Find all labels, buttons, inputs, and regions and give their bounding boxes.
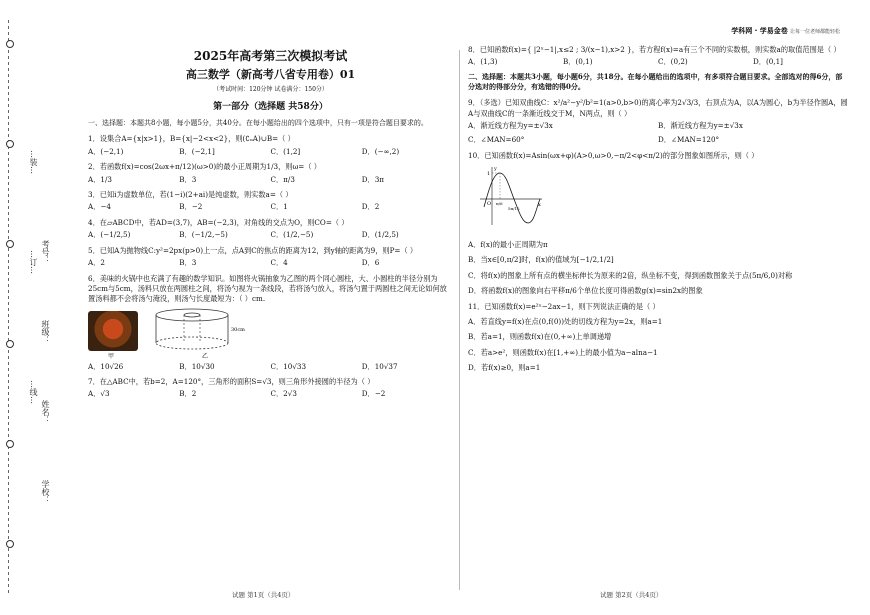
option-row: [88, 175, 453, 185]
multi-select-instruction: 二、选择题：本题共3小题，每小题6分，共18分。在每小题给出的选项中，有多项符合题目要求。全部选对的得6分，部分选对的得部分分，有选错的得0分。: [468, 71, 843, 92]
hotpot-photo: [88, 311, 138, 351]
option-a[interactable]: A．10√26: [88, 361, 124, 371]
question-5: [88, 246, 453, 269]
exam-number-label: 考号：: [41, 240, 50, 264]
option-c[interactable]: C．1: [270, 202, 288, 212]
option-b[interactable]: B．当x∈[0,π/2]时，f(x)的值域为[−1/2,1/2]: [468, 255, 614, 265]
option-b[interactable]: B．若a=1，则函数f(x)在(0,+∞)上单调递增: [468, 332, 612, 342]
name-label: 姓名：: [41, 400, 50, 424]
option-a[interactable]: A．若直线y=f(x)在点(0,f(0))处的切线方程为y=2x，则a=1: [468, 316, 663, 326]
option-d[interactable]: D．(1/2,5): [361, 230, 399, 240]
section-title: 第一部分（选择题 共58分）: [213, 102, 328, 113]
option-c[interactable]: C．2√3: [270, 389, 297, 399]
option-row: [88, 258, 453, 268]
amplitude-label: 1: [487, 171, 491, 178]
school-label: 学校：: [41, 480, 50, 504]
question-3: [88, 190, 453, 213]
option-a[interactable]: A．−4: [88, 202, 111, 212]
question-6-figures: [88, 307, 453, 351]
option-b[interactable]: B．3: [179, 258, 197, 268]
option-a[interactable]: A．渐近线方程为y=±√3x: [468, 121, 553, 131]
option-c[interactable]: C．π/3: [270, 174, 295, 184]
sine-graph: [476, 165, 546, 227]
option-a[interactable]: A．2: [88, 258, 105, 268]
option-d[interactable]: D．(−∞,2): [361, 146, 400, 156]
question-2: [88, 162, 453, 185]
option-b[interactable]: B．渐近线方程为y=±√3x: [658, 121, 743, 131]
option-row: [88, 230, 453, 240]
right-page-footer: 试题 第2页（共4页）: [600, 591, 663, 599]
option-c[interactable]: C．将f(x)的图象上所有点的横坐标伸长为原来的2倍，纵坐标不变，得到函数图象关于点(5π/6,0)对称: [468, 270, 793, 280]
option-list: [468, 317, 848, 374]
option-b[interactable]: B．10√30: [179, 361, 215, 371]
binding-mark: …线…: [29, 380, 38, 404]
exam-meta: （考试时间：120分钟 试卷满分：150分）: [213, 86, 328, 94]
binding-hole: [6, 340, 14, 348]
caption-a: 甲: [108, 352, 115, 360]
option-c[interactable]: C．10√33: [270, 361, 307, 371]
cylinder-diagram: [152, 307, 245, 351]
binding-strip: [0, 0, 56, 615]
option-d[interactable]: D．∠MAN=120°: [658, 135, 720, 145]
figure-captions: [88, 353, 453, 362]
question-4: [88, 218, 453, 241]
logo-subtext: 让每一位老师都能轻松: [789, 29, 840, 35]
question-stem: 6．美味的火锅中也充满了有趣的数学知识。如图将火锅抽象为乙图的两个同心圆柱，大、小圆柱的半径分别为25cm与5cm，汤料只放在两圆柱之间，将汤勺视为一条线段，若将汤勺放入，将汤勺置于两圆柱之间无论如何放置汤料都不会将汤勺淹没，则汤勺长度最短为：（ ）cm.: [88, 273, 447, 304]
binding-hole: [6, 540, 14, 548]
option-row: [88, 389, 453, 399]
outer-bottom-ellipse: [156, 337, 228, 349]
option-a[interactable]: A．(1,3): [468, 57, 498, 67]
left-page-footer: 试题 第1页（共4页）: [232, 591, 295, 599]
option-a[interactable]: A．f(x)的最小正周期为π: [468, 239, 548, 249]
option-d[interactable]: D．(0,1]: [753, 57, 783, 67]
binding-hole: [6, 140, 14, 148]
question-stem: 5．已知A为抛物线C:y²=2px(p>0)上一点，点A到C的焦点的距离为12，到y轴的距离为9，则P=（ ）: [88, 245, 418, 255]
question-10: [468, 151, 848, 297]
question-8: [468, 45, 848, 68]
option-d[interactable]: D．若f(x)≥0，则a=1: [468, 363, 541, 373]
option-row: [468, 121, 848, 131]
binding-mark: …装…: [29, 150, 38, 174]
option-b[interactable]: B．(−1/2,−5): [179, 230, 228, 240]
question-stem: 2．若函数f(x)=cos(2ωx+π/12)(ω>0)的最小正周期为1/3，则ω=（ ）: [88, 162, 321, 172]
option-row: [88, 202, 453, 212]
question-stem: 8．已知函数f(x)={ |2ˣ−1|,x≤2 ; 3/(x−1),x>2 }，若方程f(x)=a有三个不同的实数根，则实数a的取值范围是（ ）: [468, 45, 841, 54]
class-label: 班级：: [41, 320, 50, 344]
exam-subtitle: 高三数学（新高考八省专用卷）01: [185, 68, 356, 82]
option-a[interactable]: A．1/3: [88, 174, 112, 184]
question-stem: 7．在△ABC中，若b=2，A=120°，三角形的面积S=√3，则三角形外接圆的半径为（ ）: [88, 377, 375, 387]
question-stem: 4．在▱ABCD中，若AD=(3,7)，AB=(−2,3)，对角线的交点为O，则CO=（ ）: [88, 217, 349, 227]
inner-top-ellipse: [184, 313, 200, 317]
option-row: [468, 135, 848, 145]
option-b[interactable]: B．(0,1): [563, 57, 593, 67]
height-label: 30cm: [231, 326, 245, 333]
option-c[interactable]: C．(1/2,−5): [270, 230, 314, 240]
left-page: [88, 40, 453, 404]
binding-hole: [6, 440, 14, 448]
right-page: [468, 40, 848, 379]
tick-label-2: 5π/12: [508, 206, 520, 212]
option-c[interactable]: C．∠MAN=60°: [468, 135, 525, 145]
option-d[interactable]: D．10√37: [361, 361, 398, 371]
binding-mark: …订…: [29, 250, 38, 274]
option-list: [468, 240, 848, 297]
sine-curve: [484, 173, 540, 223]
option-d[interactable]: D．2: [361, 202, 380, 212]
option-b[interactable]: B．2: [179, 389, 197, 399]
option-d[interactable]: D．将函数f(x)的图象向右平移π/6个单位长度可得函数g(x)=sin2x的图象: [468, 286, 703, 296]
option-a[interactable]: A．√3: [88, 389, 110, 399]
instruction-text: 一、选择题：本题共8小题，每小题5分，共40分。在每小题给出的四个选项中，只有一项是符合题目要求的。: [88, 119, 428, 128]
tick-label-1: π/6: [496, 201, 503, 207]
logo-text: 学科网 · 学易金卷: [731, 27, 788, 35]
option-row: [468, 57, 848, 67]
outer-top-ellipse: [156, 309, 228, 321]
caption-b: 乙: [202, 352, 209, 360]
x-axis-label: x: [538, 202, 541, 209]
question-stem: 11．已知函数f(x)=e²ˣ−2ax−1，则下列说法正确的是（ ）: [468, 301, 660, 311]
option-c[interactable]: C．4: [270, 258, 288, 268]
question-7: [88, 377, 453, 400]
question-1: [88, 134, 453, 157]
option-a[interactable]: A．(−2,1): [88, 146, 124, 156]
seal-dash-line: [8, 20, 9, 595]
question-stem: 3．已知i为虚数单位，若(1−i)(2+ai)是纯虚数，则实数a=（ ）: [88, 189, 293, 199]
question-11: [468, 302, 848, 374]
option-c[interactable]: C．若a>e²，则函数f(x)在[1,+∞)上的最小值为a−alna−1: [468, 347, 658, 357]
page-divider: [459, 50, 460, 590]
option-c[interactable]: C．(0,2): [658, 57, 688, 67]
origin-label: O: [487, 201, 492, 208]
question-stem: 1．设集合A={x|x>1}，B={x|−2<x<2}，则(∁ᵤA)∪B=（ ）: [88, 134, 295, 144]
option-b[interactable]: B．−2: [179, 202, 203, 212]
question-stem: 9．（多选）已知双曲线C：x²/a²−y²/b²=1(a>0,b>0)的离心率为2√3/3，右顶点为A，以A为圆心，b为半径作圆A，圆A与双曲线C的一条渐近线交于M，N两点，则（ ）: [468, 98, 848, 118]
binding-hole: [6, 240, 14, 248]
question-9: [468, 98, 848, 146]
option-c[interactable]: C．(1,2]: [270, 146, 301, 156]
option-d[interactable]: D．−2: [361, 389, 386, 399]
option-d[interactable]: D．3π: [361, 174, 384, 184]
option-b[interactable]: B．(−2,1]: [179, 146, 215, 156]
question-6: [88, 274, 453, 372]
y-axis-label: y: [494, 166, 497, 173]
option-row: [88, 147, 453, 157]
exam-title: 2025年高考第三次模拟考试: [193, 49, 348, 63]
option-b[interactable]: B．3: [179, 174, 197, 184]
publisher-logo: [731, 26, 840, 36]
question-stem: 10．已知函数f(x)=Asin(ωx+φ)(A>0,ω>0,−π/2<φ<π/2)的部分图象如图所示，则（ ）: [468, 150, 759, 160]
option-row: [88, 362, 453, 372]
option-a[interactable]: A．(−1/2,5): [88, 230, 131, 240]
option-d[interactable]: D．6: [361, 258, 380, 268]
binding-hole: [6, 40, 14, 48]
